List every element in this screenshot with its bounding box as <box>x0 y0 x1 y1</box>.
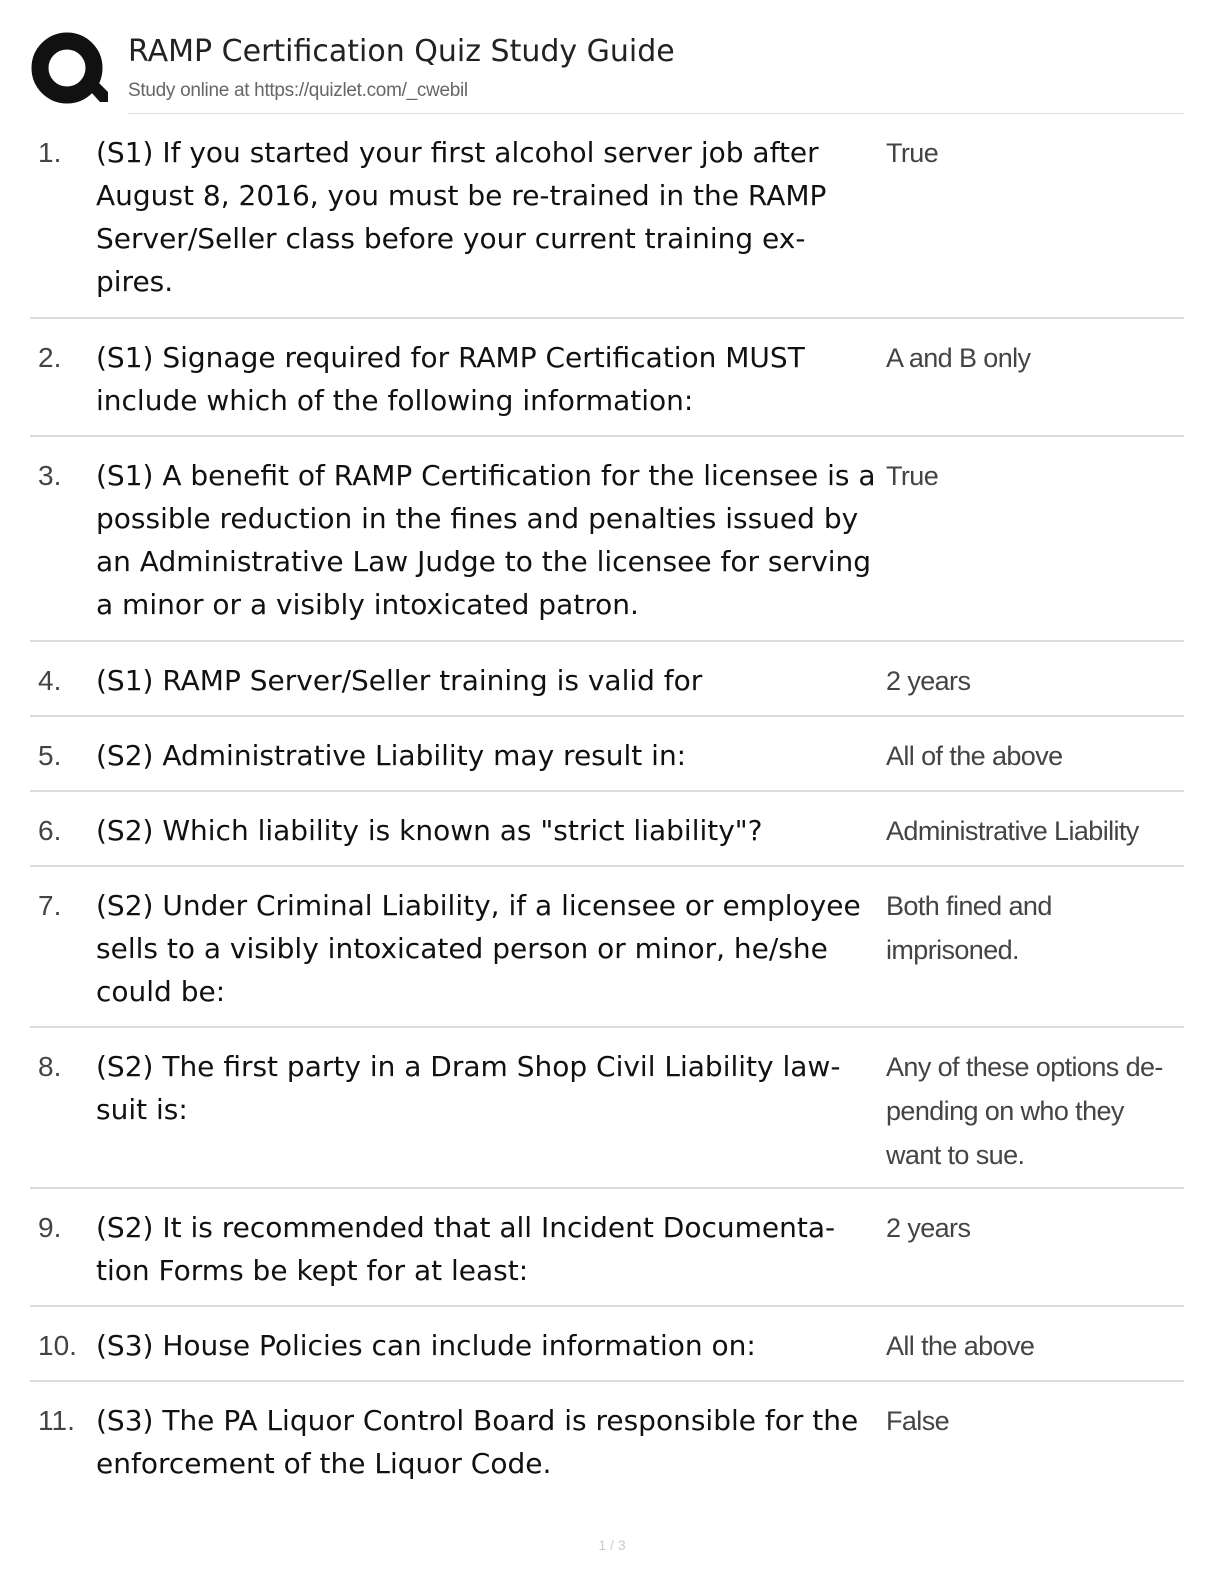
question-number: 1. <box>38 137 62 168</box>
question-row <box>30 642 1184 717</box>
study-online-link[interactable]: Study online at https://quizlet.com/_cwebil <box>128 80 468 101</box>
question-list <box>30 114 1184 1500</box>
answer-text: Any of these options de-pending on who they want to sue. <box>886 1052 1163 1170</box>
question-number: 11. <box>38 1405 75 1436</box>
question-number: 3. <box>38 460 62 491</box>
answer-text: 2 years <box>886 1213 971 1243</box>
page-number: 1 / 3 <box>598 1537 626 1553</box>
question-text: (S1) A benefit of RAMP Certification for the licensee is a possible reduction in the fines and penalties issued by an Administrative Law Judge to the licensee for serving a minor or a visibly intoxicated patron. <box>96 459 876 621</box>
question-row <box>30 867 1184 1028</box>
question-text: (S2) The first party in a Dram Shop Civil Liability law-suit is: <box>96 1050 841 1126</box>
answer-text: 2 years <box>886 666 971 696</box>
question-row <box>30 792 1184 867</box>
quizlet-q-logo-icon <box>30 30 108 108</box>
question-number: 7. <box>38 890 62 921</box>
page-header <box>30 30 1184 114</box>
question-number: 6. <box>38 815 62 846</box>
question-text: (S1) If you started your first alcohol server job after August 8, 2016, you must be re-trained in the RAMP Server/Seller class before your current training ex-pires. <box>96 136 827 298</box>
question-number: 10. <box>38 1330 77 1361</box>
answer-text: Administrative Liability <box>886 816 1139 846</box>
answer-text: A and B only <box>886 343 1031 373</box>
question-number: 9. <box>38 1212 62 1243</box>
question-row <box>30 1307 1184 1382</box>
question-text: (S2) Administrative Liability may result in: <box>96 739 687 772</box>
question-row <box>30 1382 1184 1500</box>
question-text: (S2) Which liability is known as "strict liability"? <box>96 814 763 847</box>
question-text: (S2) Under Criminal Liability, if a licensee or employee sells to a visibly intoxicated person or minor, he/she could be: <box>96 889 861 1008</box>
answer-text: True <box>886 461 939 491</box>
answer-text: Both fined and imprisoned. <box>886 891 1052 965</box>
question-number: 2. <box>38 342 62 373</box>
question-row <box>30 114 1184 319</box>
question-row <box>30 437 1184 642</box>
question-number: 5. <box>38 740 62 771</box>
question-text: (S3) The PA Liquor Control Board is responsible for the enforcement of the Liquor Code. <box>96 1404 859 1480</box>
question-text: (S1) Signage required for RAMP Certification MUST include which of the following information: <box>96 341 805 417</box>
page-title: RAMP Certification Quiz Study Guide <box>128 34 675 69</box>
answer-text: False <box>886 1406 950 1436</box>
question-row <box>30 1189 1184 1307</box>
answer-text: All of the above <box>886 741 1063 771</box>
question-row <box>30 1028 1184 1189</box>
question-text: (S2) It is recommended that all Incident Documenta-tion Forms be kept for at least: <box>96 1211 836 1287</box>
question-number: 4. <box>38 665 62 696</box>
answer-text: True <box>886 138 939 168</box>
question-row <box>30 717 1184 792</box>
question-number: 8. <box>38 1051 62 1082</box>
question-text: (S3) House Policies can include information on: <box>96 1329 756 1362</box>
question-text: (S1) RAMP Server/Seller training is valid for <box>96 664 703 697</box>
question-row <box>30 319 1184 437</box>
answer-text: All the above <box>886 1331 1035 1361</box>
